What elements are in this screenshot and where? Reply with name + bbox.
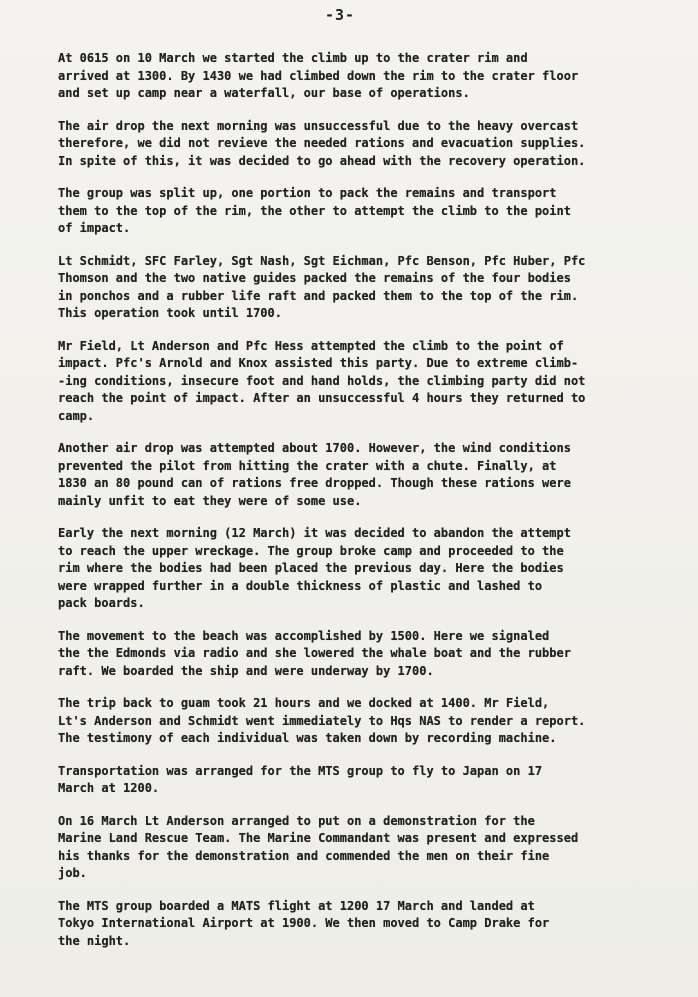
text-line: mainly unfit to eat they were of some use. <box>58 493 362 508</box>
paragraph <box>58 118 688 171</box>
text-line: Mr Field, Lt Anderson and Pfc Hess attempted the climb to the point of <box>58 338 564 353</box>
text-line: pack boards. <box>58 596 145 610</box>
paragraph <box>58 695 688 748</box>
text-line: The air drop the next morning was unsuccessful due to the heavy overcast <box>58 118 579 133</box>
text-line: were wrapped further in a double thickness of plastic and lashed to <box>58 578 543 593</box>
paragraph <box>58 185 688 238</box>
paragraph <box>58 50 688 103</box>
paragraph <box>58 763 688 798</box>
text-line: job. <box>58 866 87 880</box>
page-number: -3- <box>325 6 356 24</box>
text-line: On 16 March Lt Anderson arranged to put on a demonstration for the <box>58 813 535 828</box>
text-line: -ing conditions, insecure foot and hand holds, the climbing party did not <box>58 373 586 388</box>
paragraph <box>58 253 688 323</box>
text-line: The group was split up, one portion to pack the remains and transport <box>58 186 557 200</box>
text-line: Marine Land Rescue Team. The Marine Commandant was present and expressed <box>58 831 579 845</box>
text-line: in ponchos and a rubber life raft and packed them to the top of the rim. <box>58 288 579 303</box>
text-line: Lt Schmidt, SFC Farley, Sgt Nash, Sgt Eichman, Pfc Benson, Pfc Huber, Pfc <box>58 253 586 268</box>
text-line: Early the next morning (12 March) it was decided to abandon the attempt <box>58 526 571 540</box>
text-line: At 0615 on 10 March we started the climb up to the crater rim and <box>58 51 528 65</box>
text-line: prevented the pilot from hitting the crater with a chute. Finally, at <box>58 458 557 473</box>
paragraph <box>58 813 688 883</box>
text-line: The MTS group boarded a MATS flight at 1200 17 March and landed at <box>58 898 535 913</box>
text-line: therefore, we did not revieve the needed rations and evacuation supplies. <box>58 136 586 150</box>
text-line: Lt's Anderson and Schmidt went immediately to Hqs NAS to render a report. <box>58 713 586 728</box>
text-line: the the Edmonds via radio and she lowered the whale boat and the rubber <box>58 646 571 660</box>
text-line: This operation took until 1700. <box>58 306 282 320</box>
text-line: Another air drop was attempted about 1700. However, the wind conditions <box>58 441 571 455</box>
paragraph <box>58 525 688 613</box>
text-line: his thanks for the demonstration and commended the men on their fine <box>58 848 550 863</box>
paragraph <box>58 440 688 510</box>
text-line: rim where the bodies had been placed the previous day. Here the bodies <box>58 561 564 575</box>
paragraph <box>58 628 688 681</box>
text-line: Tokyo International Airport at 1900. We then moved to Camp Drake for <box>58 916 550 930</box>
text-line: The trip back to guam took 21 hours and we docked at 1400. Mr Field, <box>58 696 550 710</box>
paragraph <box>58 338 688 426</box>
text-line: arrived at 1300. By 1430 we had climbed down the rim to the crater floor <box>58 68 579 83</box>
text-line: In spite of this, it was decided to go ahead with the recovery operation. <box>58 153 586 168</box>
text-line: reach the point of impact. After an unsuccessful 4 hours they returned to <box>58 391 586 405</box>
text-line: them to the top of the rim, the other to attempt the climb to the point <box>58 203 571 218</box>
text-line: raft. We boarded the ship and were underway by 1700. <box>58 663 434 678</box>
text-line: the night. <box>58 933 131 948</box>
text-line: impact. Pfc's Arnold and Knox assisted this party. Due to extreme climb- <box>58 356 579 370</box>
text-line: camp. <box>58 408 95 423</box>
text-line: The movement to the beach was accomplished by 1500. Here we signaled <box>58 628 550 643</box>
text-line: Thomson and the two native guides packed the remains of the four bodies <box>58 271 571 285</box>
text-line: The testimony of each individual was taken down by recording machine. <box>58 731 557 745</box>
text-line: and set up camp near a waterfall, our base of operations. <box>58 86 470 100</box>
paragraph <box>58 898 688 951</box>
text-line: to reach the upper wreckage. The group broke camp and proceeded to the <box>58 543 564 558</box>
text-line: March at 1200. <box>58 781 160 795</box>
text-line: Transportation was arranged for the MTS group to fly to Japan on 17 <box>58 763 543 778</box>
text-line: 1830 an 80 pound can of rations free dropped. Though these rations were <box>58 476 571 490</box>
text-line: of impact. <box>58 221 131 235</box>
body-text <box>58 50 688 965</box>
